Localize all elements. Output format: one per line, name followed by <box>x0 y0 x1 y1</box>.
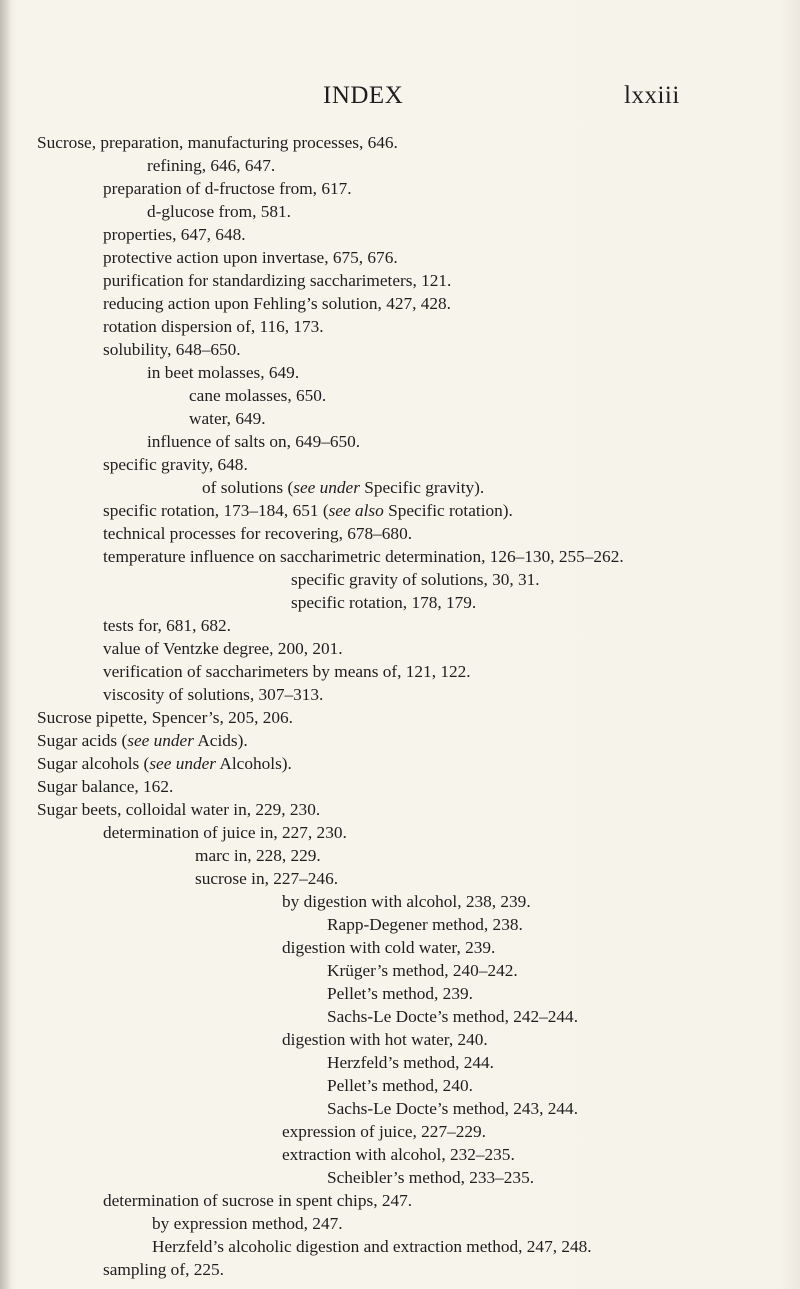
index-entry: Sachs-Le Docte’s method, 243, 244. <box>327 1099 579 1118</box>
index-entry: preparation of d-fructose from, 617. <box>103 179 352 198</box>
index-entry: temperature influence on saccharimetric determination, 126–130, 255–262. <box>103 547 624 566</box>
index-entry: protective action upon invertase, 675, 676. <box>103 248 398 267</box>
index-entry: reducing action upon Fehling’s solution, 427, 428. <box>103 294 451 313</box>
index-entry: Sugar acids (see under Acids). <box>37 731 248 750</box>
index-entry: cane molasses, 650. <box>189 386 327 405</box>
index-entry: Sucrose, preparation, manufacturing processes, 646. <box>37 133 398 152</box>
index-entry: specific rotation, 173–184, 651 (see also Specific rotation). <box>103 501 513 520</box>
index-entry: sucrose in, 227–246. <box>195 869 339 888</box>
index-entry: specific rotation, 178, 179. <box>291 593 477 612</box>
index-entry: sampling of, 225. <box>103 1260 224 1279</box>
index-entry: digestion with hot water, 240. <box>282 1030 488 1049</box>
index-entry: Rapp-Degener method, 238. <box>327 915 523 934</box>
index-entry: solubility, 648–650. <box>103 340 241 359</box>
index-entry: by digestion with alcohol, 238, 239. <box>282 892 531 911</box>
index-entry: digestion with cold water, 239. <box>282 938 496 957</box>
index-entry: verification of saccharimeters by means of, 121, 122. <box>103 662 471 681</box>
index-entry: viscosity of solutions, 307–313. <box>103 685 324 704</box>
index-entry: Herzfeld’s alcoholic digestion and extraction method, 247, 248. <box>152 1237 592 1256</box>
index-entry: of solutions (see under Specific gravity). <box>202 478 485 497</box>
index-entry: in beet molasses, 649. <box>147 363 300 382</box>
index-entry: extraction with alcohol, 232–235. <box>282 1145 515 1164</box>
index-entry: by expression method, 247. <box>152 1214 343 1233</box>
index-entry: Scheibler’s method, 233–235. <box>327 1168 535 1187</box>
index-entry: influence of salts on, 649–650. <box>147 432 361 451</box>
running-head: INDEX <box>323 82 404 109</box>
index-entry: rotation dispersion of, 116, 173. <box>103 317 324 336</box>
index-entry: water, 649. <box>189 409 266 428</box>
index-entry: Pellet’s method, 240. <box>327 1076 473 1095</box>
index-entry: specific gravity, 648. <box>103 455 248 474</box>
index-entry: Pellet’s method, 239. <box>327 984 473 1003</box>
index-entry: Sugar alcohols (see under Alcohols). <box>37 754 292 773</box>
index-entry: Sachs-Le Docte’s method, 242–244. <box>327 1007 579 1026</box>
index-entry: properties, 647, 648. <box>103 225 246 244</box>
index-entry: Krüger’s method, 240–242. <box>327 961 518 980</box>
index-entry: determination of sucrose in spent chips, 247. <box>103 1191 413 1210</box>
index-entry: determination of juice in, 227, 230. <box>103 823 347 842</box>
index-entry: refining, 646, 647. <box>147 156 276 175</box>
index-entry: Sucrose pipette, Spencer’s, 205, 206. <box>37 708 293 727</box>
index-entry: value of Ventzke degree, 200, 201. <box>103 639 343 658</box>
index-entry: purification for standardizing saccharimeters, 121. <box>103 271 452 290</box>
index-entry: technical processes for recovering, 678–680. <box>103 524 413 543</box>
index-entry: Sugar beets, colloidal water in, 229, 230. <box>37 800 321 819</box>
index-entry: Herzfeld’s method, 244. <box>327 1053 495 1072</box>
index-entry: marc in, 228, 229. <box>195 846 321 865</box>
index-entry: expression of juice, 227–229. <box>282 1122 486 1141</box>
page-number: lxxiii <box>624 82 680 109</box>
index-entry: Sugar balance, 162. <box>37 777 174 796</box>
index-entry: specific gravity of solutions, 30, 31. <box>291 570 540 589</box>
index-entry: d-glucose from, 581. <box>147 202 291 221</box>
index-entry: tests for, 681, 682. <box>103 616 231 635</box>
